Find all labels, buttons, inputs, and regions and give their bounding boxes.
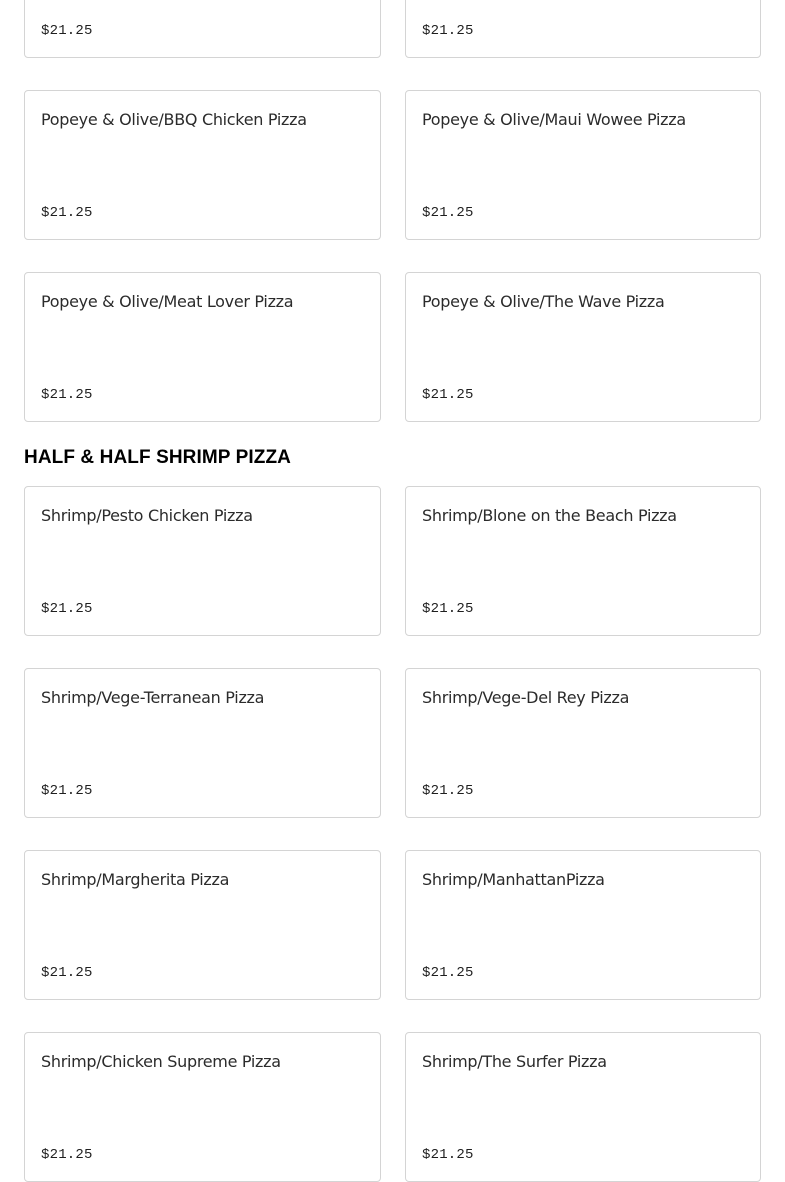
menu-item-price: $21.25 [422, 23, 474, 39]
menu-item-card[interactable] [24, 668, 381, 818]
menu-item-price: $21.25 [41, 205, 93, 221]
menu-item-card[interactable] [405, 486, 761, 636]
menu-item-card[interactable] [24, 272, 381, 422]
menu-item-name: Shrimp/Chicken Supreme Pizza [41, 1052, 281, 1071]
menu-item-price: $21.25 [41, 783, 93, 799]
menu-item-card[interactable] [405, 1032, 761, 1182]
menu-item-card[interactable] [405, 90, 761, 240]
menu-item-name: Shrimp/Vege-Terranean Pizza [41, 688, 265, 707]
menu-item-price: $21.25 [41, 23, 93, 39]
menu-item-price: $21.25 [41, 1147, 93, 1163]
menu-item-price: $21.25 [41, 387, 93, 403]
menu-item-price: $21.25 [422, 205, 474, 221]
menu-item-card[interactable] [24, 1032, 381, 1182]
menu-item-name: Popeye & Olive/Maui Wowee Pizza [422, 110, 686, 129]
menu-item-price: $21.25 [422, 1147, 474, 1163]
menu-item-price: $21.25 [41, 965, 93, 981]
menu-item-price: $21.25 [422, 387, 474, 403]
menu-item-price: $21.25 [422, 965, 474, 981]
menu-item-price: $21.25 [41, 601, 93, 617]
menu-item-name: Popeye & Olive/Meat Lover Pizza [41, 292, 294, 311]
menu-item-name: Shrimp/Blone on the Beach Pizza [422, 506, 677, 525]
menu-item-name: Shrimp/ManhattanPizza [422, 870, 605, 889]
menu-item-name: Shrimp/The Surfer Pizza [422, 1052, 607, 1071]
menu-item-card[interactable] [24, 0, 381, 58]
menu-item-name: Shrimp/Vege-Del Rey Pizza [422, 688, 630, 707]
menu-item-card[interactable] [405, 668, 761, 818]
menu-item-name: Shrimp/Pesto Chicken Pizza [41, 506, 253, 525]
menu-item-price: $21.25 [422, 601, 474, 617]
menu-item-price: $21.25 [422, 783, 474, 799]
menu-item-card[interactable] [24, 90, 381, 240]
menu-item-card[interactable] [24, 486, 381, 636]
menu-item-card[interactable] [405, 0, 761, 58]
menu-item-name: Shrimp/Margherita Pizza [41, 870, 230, 889]
menu-item-card[interactable] [405, 850, 761, 1000]
section-heading: HALF & HALF SHRIMP PIZZA [24, 447, 291, 468]
menu-item-name: Popeye & Olive/The Wave Pizza [422, 292, 665, 311]
menu-item-card[interactable] [405, 272, 761, 422]
menu-item-card[interactable] [24, 850, 381, 1000]
menu-item-name: Popeye & Olive/BBQ Chicken Pizza [41, 110, 307, 129]
